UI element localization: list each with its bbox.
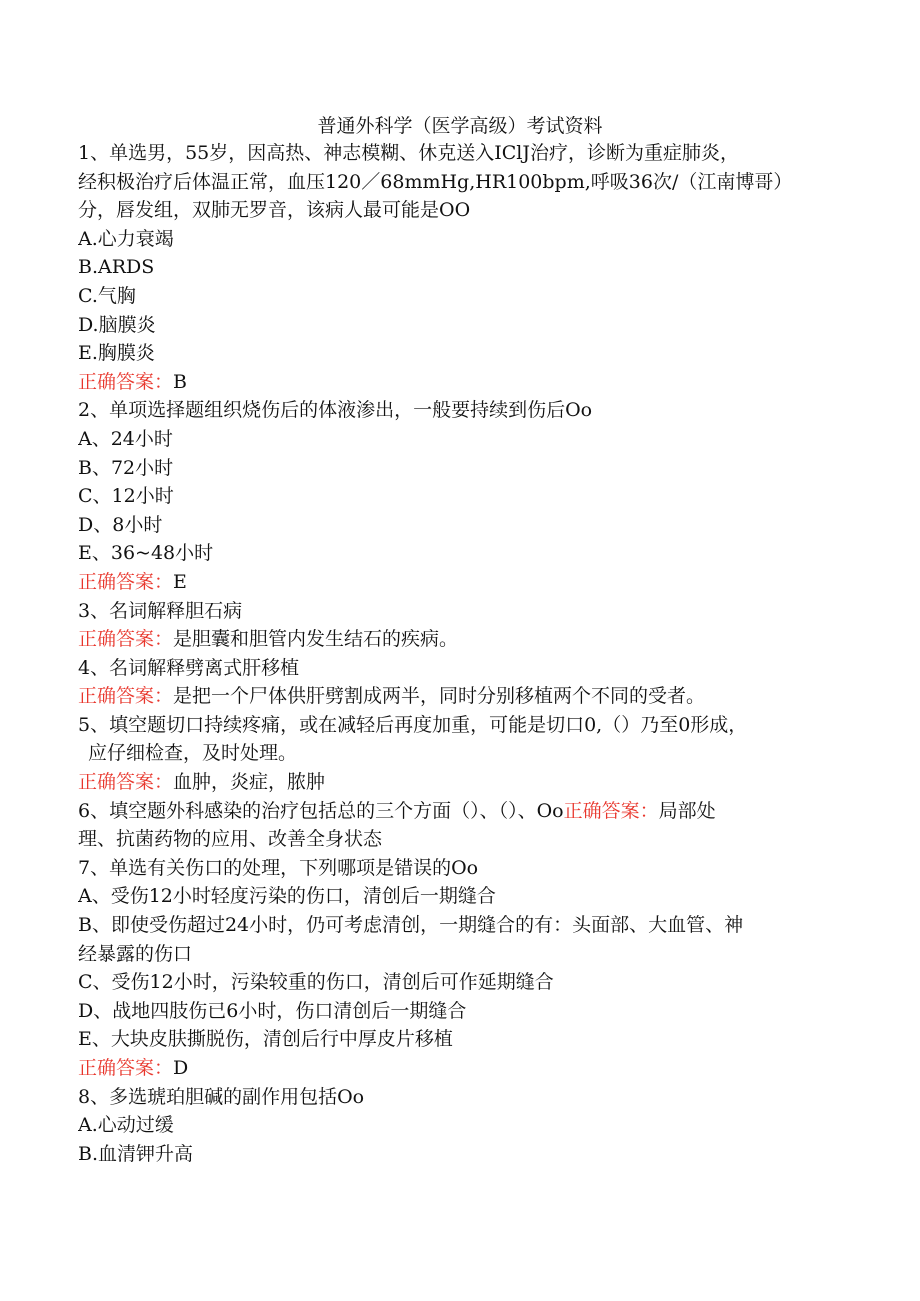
question-7-option-b: B、即使受伤超过24小时，仍可考虑清创，一期缝合的有：头面部、大血管、神 (78, 914, 744, 937)
question-3-answer (78, 625, 830, 654)
question-8-option-b: B.血清钾升高 (78, 1142, 194, 1165)
answer-value: 是胆囊和胆管内发生结石的疾病。 (173, 628, 459, 651)
question-1-option-b: B.ARDS (78, 256, 155, 279)
answer-value: 血肿，炎症，脓肿 (173, 771, 326, 794)
question-5-answer (78, 768, 830, 797)
question-2-answer (78, 568, 830, 597)
question-1-stem-line-3: 分，唇发组，双肺无罗音，该病人最可能是OO (78, 199, 471, 222)
question-2-option-e: E、36~48小时 (78, 542, 214, 565)
question-5-stem-line-1: 5、填空题切口持续疼痛，或在减轻后再度加重，可能是切口0,（）乃至0形成， (78, 713, 748, 736)
question-2-option-c: C、12小时 (78, 485, 174, 508)
answer-value-start: 局部处 (658, 799, 716, 822)
question-6-stem-line-1 (78, 797, 830, 826)
question-6-stem: 6、填空题外科感染的治疗包括总的三个方面（）、（）、Oo (78, 799, 564, 822)
answer-label: 正确答案： (563, 799, 659, 822)
question-7-answer (78, 1054, 830, 1083)
question-1-stem-line-1: 1、单选男，55岁，因高热、神志模糊、休克送入IClJ治疗，诊断为重症肺炎， (78, 142, 740, 164)
question-1-option-d: D.脑膜炎 (78, 313, 156, 336)
question-2-stem: 2、单项选择题组织烧伤后的体液渗出，一般要持续到伤后Oo (78, 399, 593, 422)
answer-value: B (173, 370, 187, 393)
question-2-option-d: D、8小时 (78, 513, 163, 536)
question-7-option-c: C、受伤12小时，污染较重的伤口，清创后可作延期缝合 (78, 971, 554, 994)
question-1-option-e: E.胸膜炎 (78, 342, 155, 365)
answer-label: 正确答案： (78, 570, 174, 593)
question-8-option-a: A.心动过缓 (78, 1114, 174, 1137)
document-title: 普通外科学（医学高级）考试资料 (317, 115, 603, 137)
answer-label: 正确答案： (78, 370, 174, 393)
question-list (78, 139, 830, 1168)
answer-value: 是把一个尸体供肝劈割成两半，同时分别移植两个不同的受者。 (173, 685, 706, 708)
answer-value: E (173, 570, 187, 593)
question-7-option-e: E、大块皮肤撕脱伤，清创后行中厚皮片移植 (78, 1028, 453, 1051)
answer-label: 正确答案： (78, 1057, 174, 1079)
answer-label: 正确答案： (78, 771, 174, 794)
answer-label: 正确答案： (78, 685, 174, 708)
question-7-option-d: D、战地四肢伤已6小时，伤口清创后一期缝合 (78, 999, 467, 1022)
question-4-stem: 4、名词解释劈离式肝移植 (78, 656, 300, 679)
question-3-stem: 3、名词解释胆石病 (78, 599, 243, 622)
question-1-stem-line-2: 经积极治疗后体温正常，血压120／68mmHg,HR100bpm,呼吸36次/（江南博哥） (78, 170, 793, 193)
question-1-answer (78, 368, 830, 397)
question-1-option-c: C.气胸 (78, 284, 136, 307)
question-1-option-a: A.心力衰竭 (78, 227, 174, 250)
answer-label: 正确答案： (78, 628, 174, 651)
question-7-stem: 7、单选有关伤口的处理，下列哪项是错误的Oo (78, 856, 479, 879)
question-2-option-b: B、72小时 (78, 456, 174, 479)
question-6-answer-continued: 理、抗菌药物的应用、改善全身状态 (78, 828, 383, 851)
answer-value: D (173, 1057, 189, 1079)
question-5-stem-line-2: 应仔细检查，及时处理。 (88, 742, 298, 765)
question-7-option-b-continued: 经暴露的伤口 (78, 942, 193, 965)
question-4-answer (78, 682, 830, 711)
question-8-stem: 8、多选琥珀胆碱的副作用包括Oo (78, 1085, 365, 1108)
question-2-option-a: A、24小时 (78, 427, 173, 450)
question-7-option-a: A、受伤12小时轻度污染的伤口，清创后一期缝合 (78, 885, 496, 908)
